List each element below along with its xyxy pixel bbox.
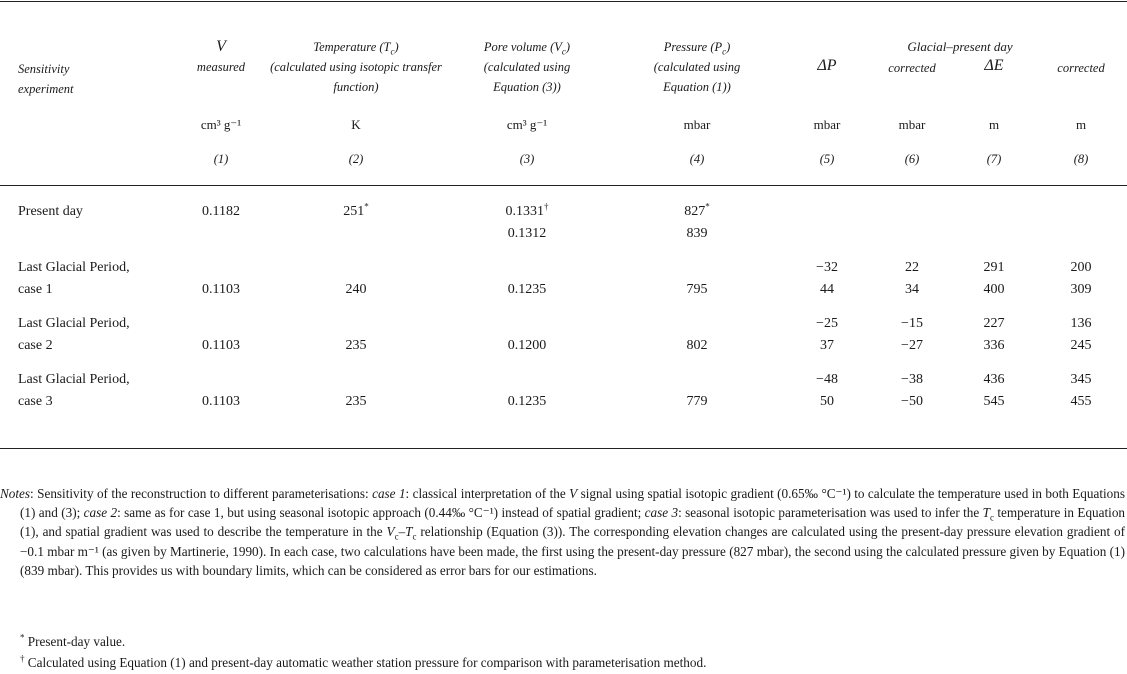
- case3-de: 436 545: [983, 372, 1005, 409]
- row-label-present-day: Present day: [18, 204, 83, 219]
- row-label-case1: Last Glacial Period, case 1: [18, 260, 130, 297]
- header-delta-e: ΔE: [984, 57, 1004, 74]
- header-v: V measured: [196, 38, 246, 74]
- header-experiment: Sensitivity experiment: [18, 62, 74, 96]
- col-number-2: (2): [348, 152, 364, 166]
- case2-de: 227 336: [983, 316, 1005, 353]
- footnote-dagger: † Calculated using Equation (1) and present-day automatic weather station pressure for comparison with parameterisation method.: [20, 653, 707, 670]
- table-notes: Notes: Sensitivity of the reconstruction to different parameterisations: case 1: classical interpretation of the V signal using spatial isotopic gradient (0.65‰ °C⁻¹) to calculate the temperature used in both Equations (1) and (3); case 2: same as for case 1, but using seasonal isotopic approach (0.44‰ °C⁻¹) instead of spatial gradient; case 3: seasonal isotopic parameterisation was used to infer the $T_c$ temperature in Equation (1), and spatial gradient was used to describe the temperature in the $V_c-T_c$ relationship (Equation (3)). The corresponding elevation changes are calculated using the present-day pressure elevation gradient of −0.1 mbar m⁻¹ (as given by Martinerie, 1990). In each case, two calculations have been made, the first using the present-day pressure (827 mbar), the second using the calculated pressure given by Equation (1) (839 mbar). This provides us with boundary limits, which can be considered as error bars for our estimations.: [0, 486, 1126, 578]
- present-press-2: 839: [686, 226, 708, 241]
- col-number-7: (7): [986, 152, 1002, 166]
- case1-pore: 0.1235: [507, 282, 547, 297]
- case2-corr-b: 136 245: [1070, 316, 1092, 353]
- unit-6: mbar: [898, 117, 926, 132]
- unit-2: K: [351, 117, 361, 132]
- header-temperature-title: Temperature $(T_c)$: [313, 40, 399, 57]
- case1-v: 0.1103: [202, 282, 240, 297]
- case1-de: 291 400: [983, 260, 1005, 297]
- case3-pore: 0.1235: [507, 394, 547, 409]
- col-number-3: (3): [519, 152, 535, 166]
- present-press-1: 827*: [684, 201, 710, 219]
- col-number-5: (5): [819, 152, 835, 166]
- case2-temp: 235: [345, 338, 367, 353]
- unit-1: cm³ g⁻¹: [200, 117, 242, 132]
- row-label-case2: Last Glacial Period, case 2: [18, 316, 130, 353]
- case2-dp: −25 37: [816, 316, 838, 353]
- col-number-4: (4): [689, 152, 705, 166]
- case2-v: 0.1103: [202, 338, 240, 353]
- header-temperature: Temperature $(T_c)$ (calculated using isotopic transfer function): [268, 37, 444, 97]
- case3-press: 779: [686, 394, 708, 409]
- present-pore-2: 0.1312: [507, 226, 547, 241]
- col-number-1: (1): [213, 152, 229, 166]
- table-bottom-rule: [0, 448, 1127, 449]
- case1-press: 795: [686, 282, 708, 297]
- case1-corr-a: 22 34: [905, 260, 919, 297]
- case1-temp: 240: [345, 282, 367, 297]
- present-pore-1: 0.1331†: [505, 201, 549, 219]
- case2-pore: 0.1200: [507, 338, 547, 353]
- present-v: 0.1182: [202, 204, 240, 219]
- unit-8: m: [1075, 117, 1087, 132]
- case3-v: 0.1103: [202, 394, 240, 409]
- unit-4: mbar: [683, 117, 711, 132]
- header-corrected-b: corrected: [1057, 61, 1105, 75]
- row-label-case3: Last Glacial Period, case 3: [18, 372, 130, 409]
- header-pressure: Pressure $(P_c)$ (calculated using Equation (1)): [632, 37, 762, 97]
- header-pore-volume: Pore volume $(V_c)$ (calculated using Equation (3)): [462, 37, 592, 97]
- footnote-star: * Present-day value.: [20, 632, 126, 649]
- col-number-6: (6): [904, 152, 920, 166]
- header-corrected-a: corrected: [888, 61, 936, 75]
- case2-corr-a: −15 −27: [901, 316, 923, 353]
- header-glacial-present: Glacial–present day: [907, 39, 1013, 54]
- case1-dp: −32 44: [816, 260, 838, 297]
- table-top-rule: [0, 1, 1127, 2]
- unit-5: mbar: [813, 117, 841, 132]
- case3-dp: −48 50: [816, 372, 838, 409]
- unit-3: cm³ g⁻¹: [506, 117, 548, 132]
- unit-7: m: [988, 117, 1000, 132]
- case3-temp: 235: [345, 394, 367, 409]
- case1-corr-b: 200 309: [1070, 260, 1092, 297]
- case2-press: 802: [686, 338, 708, 353]
- case3-corr-b: 345 455: [1070, 372, 1092, 409]
- col-number-8: (8): [1073, 152, 1089, 166]
- header-delta-p: ΔP: [817, 57, 837, 74]
- table-header-rule: [0, 185, 1127, 186]
- header-pore-title: Pore volume $(V_c)$: [483, 40, 571, 57]
- header-pressure-title: Pressure $(P_c)$: [663, 40, 731, 57]
- present-temp: 251*: [343, 201, 369, 219]
- case3-corr-a: −38 −50: [901, 372, 923, 409]
